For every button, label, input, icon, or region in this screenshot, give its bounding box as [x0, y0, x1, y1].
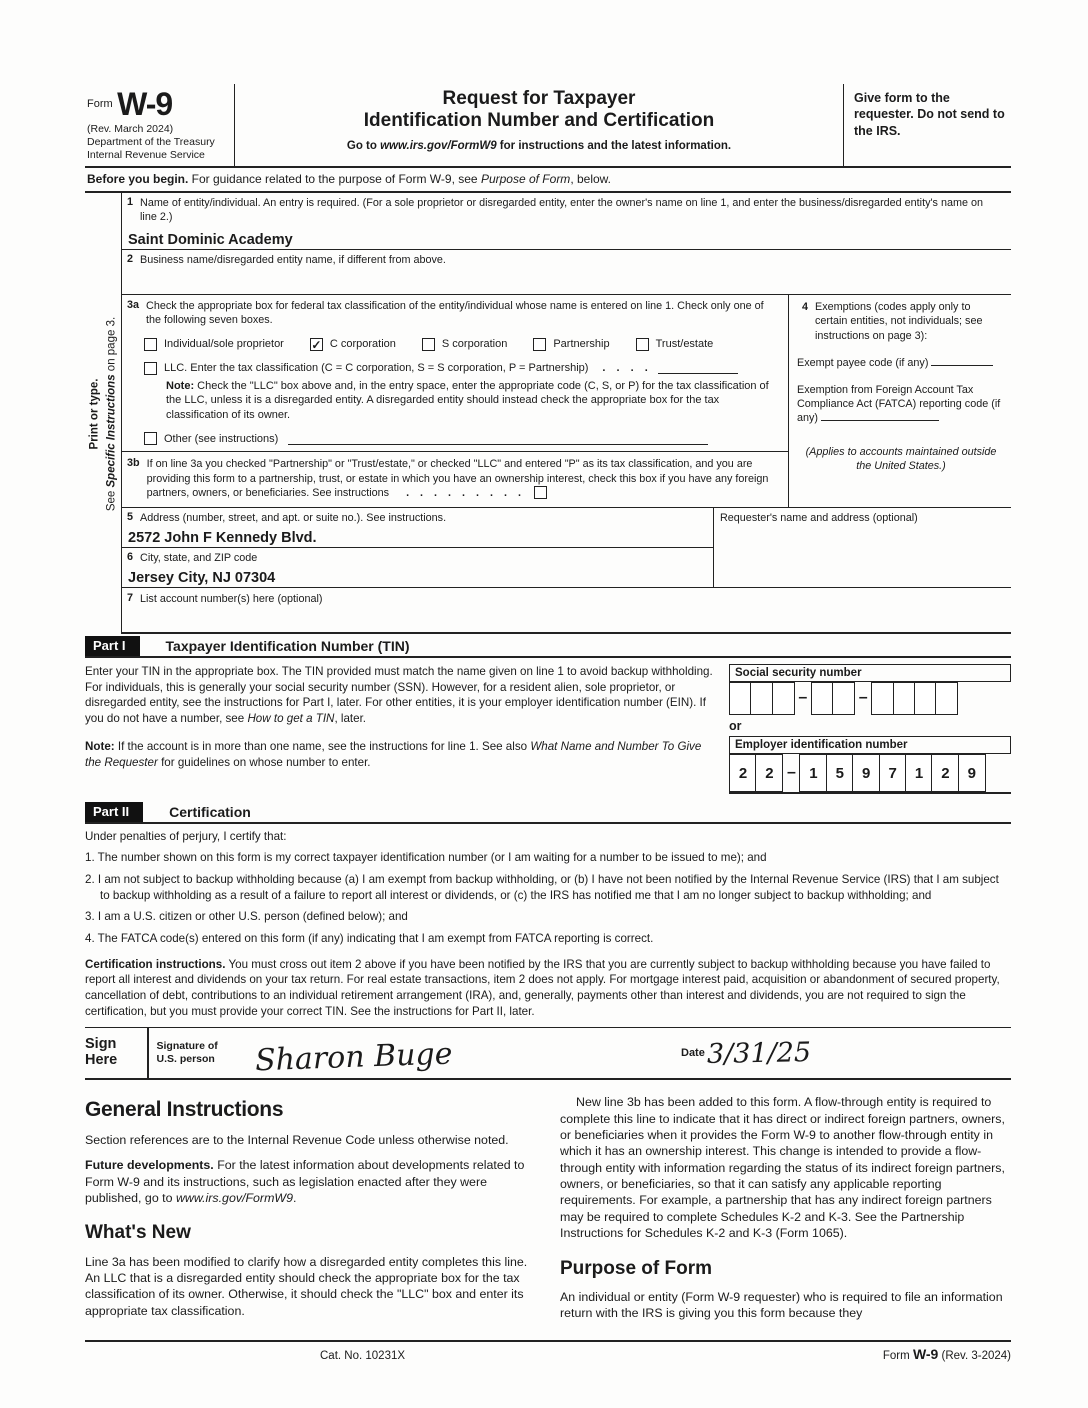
- llc-note-text: Check the "LLC" box above and, in the entry space, enter the appropriate code (C, S, or P) for the tax classification of the LLC, unless it is a disregarded entity. A disregarded entity should instead check the appropriate box for the tax classification of its owner.: [166, 379, 769, 421]
- give-form-note: Give form to the requester. Do not send to the IRS.: [843, 84, 1011, 166]
- ssn-digit-box[interactable]: [893, 682, 916, 715]
- part2-tag: Part II: [85, 802, 143, 822]
- certification-intro: Under penalties of perjury, I certify that:: [85, 829, 287, 843]
- title-line1: Request for Taxpayer: [442, 88, 636, 109]
- line3b-dot-leader: . . . . . . . . .: [406, 487, 526, 500]
- date-label: Date: [681, 1047, 705, 1060]
- ssn-digit-box[interactable]: [729, 682, 752, 715]
- ein-wrap: [729, 754, 1011, 794]
- certification-item: 4. The FATCA code(s) entered on this form (if any) indicating that I am exempt from FATCA reporting is correct.: [85, 932, 654, 946]
- line7-label: List account number(s) here (optional): [140, 592, 323, 605]
- goto-line: [245, 140, 833, 152]
- line6-row: [122, 548, 713, 587]
- line2-row: [122, 250, 1011, 294]
- footer-form-rev: (Rev. 3-2024): [941, 1350, 1011, 1363]
- part2-body: [85, 824, 1011, 1028]
- llc-note: [166, 379, 780, 423]
- line3b-number: 3b: [127, 457, 140, 470]
- llc-entry-space[interactable]: [658, 362, 738, 374]
- individual-label: Individual/sole proprietor: [164, 338, 284, 350]
- signature-of-line1: Signature of: [156, 1040, 218, 1053]
- print-or-type-line: Print or type.: [88, 378, 101, 450]
- line3a-label: Check the appropriate box for federal tax classification of the entity/individual whose name is entered on line 1. Check only one of the following seven boxes.: [146, 300, 764, 327]
- new-line-3b-paragraph: New line 3b has been added to this form. A flow-through entity is required to complete this line to indicate that it has direct or indirect foreign partners, owners, or beneficiaries when it provides the Form W-9 to another flow-through entity in which it has an ownership interest. This change is intended to provide a flow-through entity with information regarding the status of its indirect foreign partners, owners, or beneficiaries, so that it can satisfy any applicable reporting requirements. For example, a partnership that has any indirect foreign partners may be required to complete Schedules K-2 and K-3. See the Partnership Instructions for Schedules K-2 and K-3 (Form 1065).: [560, 1095, 1005, 1241]
- fatca-note: (Applies to accounts maintained outside the United States.): [805, 445, 997, 472]
- other-label: Other (see instructions): [164, 433, 279, 446]
- part1-note-bold: Note:: [85, 739, 115, 753]
- c-corporation-label: C corporation: [329, 338, 396, 350]
- part1-title: Taxpayer Identification Number (TIN): [165, 637, 410, 654]
- tin-column: [729, 664, 1011, 794]
- instructions-section: [85, 1094, 1011, 1330]
- sign-here-label: [85, 1037, 147, 1069]
- line3a-row: [122, 295, 788, 452]
- trust-estate-checkbox[interactable]: [636, 338, 649, 351]
- print-or-type-label: [86, 316, 119, 510]
- exempt-payee-entry[interactable]: [931, 356, 993, 366]
- ein-label: Employer identification number: [729, 736, 1011, 754]
- c-corporation-checkbox[interactable]: ✓: [311, 337, 322, 352]
- signature-of-line2: U.S. person: [156, 1053, 215, 1066]
- part1-tag: Part I: [85, 636, 140, 656]
- account-numbers-field[interactable]: [122, 606, 1011, 616]
- individual-checkbox[interactable]: [144, 338, 157, 351]
- ssn-digit-box[interactable]: [935, 682, 958, 715]
- ein-digit-box[interactable]: 9: [852, 754, 880, 792]
- line5-row: [122, 508, 713, 548]
- section-references-paragraph: Section references are to the Internal Revenue Code unless otherwise noted.: [85, 1132, 509, 1147]
- llc-note-bold: Note:: [166, 379, 195, 392]
- s-corporation-checkbox[interactable]: [422, 338, 435, 351]
- ein-dash: –: [786, 763, 796, 781]
- requester-label: Requester's name and address (optional): [720, 511, 918, 524]
- form-header: [85, 84, 1011, 168]
- future-developments-paragraph: [85, 1157, 536, 1206]
- certification-instructions: [85, 957, 1011, 1029]
- business-name-field[interactable]: [122, 267, 1011, 285]
- fatca-entry[interactable]: [821, 411, 939, 421]
- part1-paragraph: Enter your TIN in the appropriate box. The TIN provided must match the name given on line 1 to avoid backup withholding. For individuals, this is generally your social security number (SSN). However, for a resident alien, sole proprietor, or disregarded entity, see the instructions for Part I, later. For other entities, it is your employer identification number (EIN). If you do not have a number, see: [85, 664, 713, 726]
- address-field[interactable]: 2572 John F Kennedy Blvd.: [128, 529, 317, 546]
- partnership-label: Partnership: [553, 338, 610, 350]
- line2-label: Business name/disregarded entity name, if different from above.: [140, 254, 446, 267]
- see-pre: See: [105, 487, 117, 511]
- purpose-of-form-heading: Purpose of Form: [560, 1257, 713, 1279]
- ein-digit-box[interactable]: 1: [799, 754, 827, 792]
- future-developments-end: .: [292, 1191, 297, 1206]
- line6-number: 6: [127, 550, 134, 563]
- llc-label: LLC. Enter the tax classification (C = C corporation, S = S corporation, P = Partnership): [164, 362, 589, 374]
- certification-item: 3. I am a U.S. citizen or other U.S. person (defined below); and: [85, 910, 408, 924]
- fatca-row: [797, 383, 1005, 425]
- goto-post: for instructions and the latest information.: [496, 139, 732, 152]
- signature-field[interactable]: Sharon Buge: [254, 1036, 453, 1079]
- how-to-get-tin: How to get a TIN: [247, 712, 335, 726]
- cert-instructions-text: You must cross out item 2 above if you have been notified by the IRS that you are currently subject to backup withholding because you have failed to report all interest and dividends on your tax return. For real estate transactions, item 2 does not apply. For mortgage interest paid, acquisition or abandonment of secured property, cancellation of debt, contributions to an individual retirement arrangement (IRA), and, generally, payments other than interest and dividends, you are not required to sign the certification, but you must provide your correct TIN. See the instructions for Part II, later.: [85, 957, 1000, 1018]
- city-state-zip-field[interactable]: Jersey City, NJ 07304: [128, 569, 276, 586]
- ssn-digit-box[interactable]: [832, 682, 855, 715]
- or-label: or: [729, 718, 742, 733]
- exemptions-column: [789, 295, 1011, 506]
- certification-item: 1. The number shown on this form is my correct taxpayer identification number (or I am waiting for a number to be issued to me); and: [85, 851, 767, 865]
- ein-digit-box[interactable]: 5: [826, 754, 854, 792]
- s-corporation-label: S corporation: [441, 338, 508, 350]
- signature-of-label: [149, 1040, 249, 1066]
- dept-line1: Department of the Treasury: [87, 136, 215, 149]
- before-bold: Before you begin.: [87, 172, 189, 187]
- page-footer: [85, 1340, 1011, 1362]
- ssn-dash: –: [858, 689, 868, 707]
- part2-header: [85, 802, 1011, 824]
- whats-new-paragraph: Line 3a has been modified to clarify how a disregarded entity completes this line. An LLC that is a disregarded entity should check the appropriate box for the tax classification of its owner. Otherwise, it should check the "LLC" box and enter its appropriate tax classification.: [85, 1254, 528, 1318]
- name-field[interactable]: Saint Dominic Academy: [122, 230, 1011, 250]
- ein-digit-box[interactable]: 2: [755, 754, 783, 792]
- ein-digit-box[interactable]: 1: [905, 754, 933, 792]
- fields-box: [121, 193, 1011, 633]
- checkbox-item: [144, 338, 284, 351]
- line2-number: 2: [127, 253, 134, 266]
- instructions-right-column: [560, 1094, 1011, 1330]
- other-entry-space[interactable]: [288, 433, 708, 445]
- here-word: Here: [85, 1052, 118, 1069]
- form-number: W-9: [117, 86, 173, 122]
- ssn-digit-box[interactable]: [871, 682, 894, 715]
- footer-form-word: Form: [882, 1350, 910, 1363]
- ein-digit-box[interactable]: 7: [879, 754, 907, 792]
- checkbox-item: [636, 338, 714, 351]
- partnership-checkbox[interactable]: [533, 338, 546, 351]
- ein-digit-box[interactable]: 2: [931, 754, 959, 792]
- ssn-label: Social security number: [729, 664, 1011, 682]
- line7-row: [122, 587, 1011, 632]
- title-line2: Identification Number and Certification: [363, 109, 715, 131]
- other-checkbox[interactable]: [144, 432, 157, 445]
- page-title: [245, 88, 833, 132]
- ssn-digit-box[interactable]: [772, 682, 795, 715]
- line3b-label: [147, 457, 780, 501]
- date-field[interactable]: 3/31/25: [706, 1036, 812, 1070]
- purpose-of-form-paragraph: An individual or entity (Form W-9 requester) who is required to file an information return with the IRS is giving you this form because they: [560, 1289, 1003, 1321]
- ein-digit-box[interactable]: 9: [958, 754, 986, 792]
- line7-number: 7: [127, 591, 134, 604]
- catalog-number: Cat. No. 10231X: [320, 1350, 406, 1363]
- before-end: , below.: [570, 172, 612, 187]
- ssn-digit-box[interactable]: [750, 682, 773, 715]
- ssn-dash: –: [798, 689, 808, 707]
- general-instructions-heading: General Instructions: [85, 1098, 284, 1122]
- form-title-block: [235, 84, 843, 166]
- ssn-digit-box[interactable]: [914, 682, 937, 715]
- part1-header: [85, 636, 1011, 658]
- foreign-partners-checkbox[interactable]: [534, 486, 547, 499]
- part1-text: [85, 664, 729, 794]
- what-name-number: What Name and Number To Give the Requester: [85, 739, 702, 769]
- llc-checkbox[interactable]: [144, 362, 157, 375]
- certification-item: 2. I am not subject to backup withholding because (a) I am exempt from backup withholding, or (b) I have not been notified by the Internal Revenue Service (IRS) that I am subject to backup withholding as a result of a failure to report all interest or dividends, or (c) the IRS has notified me that I am no longer subject to backup withholding; and: [85, 873, 999, 902]
- line5-label: Address (number, street, and apt. or suite no.). See instructions.: [140, 511, 447, 524]
- future-developments-bold: Future developments.: [85, 1158, 214, 1173]
- whats-new-heading: What's New: [85, 1222, 191, 1244]
- see-post: on page 3.: [105, 316, 117, 374]
- goto-pre: Go to: [346, 139, 381, 152]
- signature-row: [85, 1028, 1011, 1080]
- footer-form-id: [883, 1346, 1011, 1362]
- ssn-digit-box[interactable]: [811, 682, 834, 715]
- ssn-cells: [729, 682, 1011, 715]
- line5-number: 5: [127, 510, 134, 523]
- future-developments-text: For the latest information about developments related to Form W-9 and its instructions, such as legislation enacted after they were published, go to: [85, 1158, 525, 1206]
- exempt-payee-row: [797, 356, 1005, 370]
- exempt-payee-label: Exempt payee code (if any): [797, 356, 929, 369]
- part1-body: [85, 658, 1011, 794]
- side-label-strip: [85, 193, 121, 633]
- line3b-text: If on line 3a you checked "Partnership" or "Trust/estate," or checked "LLC" and entered "P" as its tax classification, and you are providing this form to a partnership, trust, or estate in which you have an ownership interest, check this box if you have any foreign partners, owners, or beneficiaries. See instructions: [146, 458, 769, 500]
- ein-cells: [729, 754, 1011, 792]
- before-mid: For guidance related to the purpose of Form W-9, see: [188, 172, 481, 187]
- ein-digit-box[interactable]: 2: [729, 754, 757, 792]
- form-word: Form: [87, 98, 113, 110]
- part2-title: Certification: [169, 803, 251, 820]
- line1-number: 1: [127, 196, 134, 209]
- line4-label: Exemptions (codes apply only to certain entities, not individuals; see instructions on page 3):: [815, 301, 983, 342]
- form-id-block: [85, 84, 235, 166]
- line6-label: City, state, and ZIP code: [140, 551, 258, 564]
- checkbox-item: [422, 338, 507, 351]
- date-group: [681, 1038, 1011, 1069]
- future-developments-url: www.irs.gov/FormW9: [175, 1191, 293, 1206]
- line3b-row: [122, 452, 788, 507]
- footer-form-number: W-9: [912, 1346, 939, 1363]
- cert-instructions-bold: Certification instructions.: [85, 957, 226, 971]
- before-italic: Purpose of Form: [480, 172, 571, 187]
- part1-paragraph-end: , later.: [334, 712, 367, 726]
- llc-dot-leader: . . . .: [602, 362, 652, 374]
- line1-row: [122, 193, 1011, 250]
- sign-word: Sign: [85, 1036, 117, 1053]
- part1-note-end: for guidelines on whose number to enter.: [157, 755, 371, 769]
- checkbox-item: [533, 338, 609, 351]
- before-you-begin: [85, 168, 1011, 193]
- irs-url: www.irs.gov/FormW9: [380, 139, 497, 152]
- requester-box[interactable]: [713, 508, 1011, 587]
- checkbox-item: [310, 338, 396, 351]
- specific-instructions: Specific Instructions: [105, 373, 117, 488]
- trust-estate-label: Trust/estate: [655, 338, 714, 350]
- form-revision: (Rev. March 2024): [87, 123, 174, 135]
- instructions-left-column: [85, 1094, 536, 1330]
- line3a-number: 3a: [127, 299, 140, 312]
- dept-line2: Internal Revenue Service: [87, 149, 205, 162]
- part1-note-text: If the account is in more than one name, see the instructions for line 1. See also: [114, 739, 531, 753]
- line1-label: Name of entity/individual. An entry is required. (For a sole proprietor or disregarded entity, enter the owner's name on line 1, and enter the business/disregarded entity's name on line 2.): [140, 197, 983, 224]
- line4-number: 4: [802, 301, 809, 314]
- fatca-label: Exemption from Foreign Account Tax Compliance Act (FATCA) reporting code (if any): [797, 383, 1001, 424]
